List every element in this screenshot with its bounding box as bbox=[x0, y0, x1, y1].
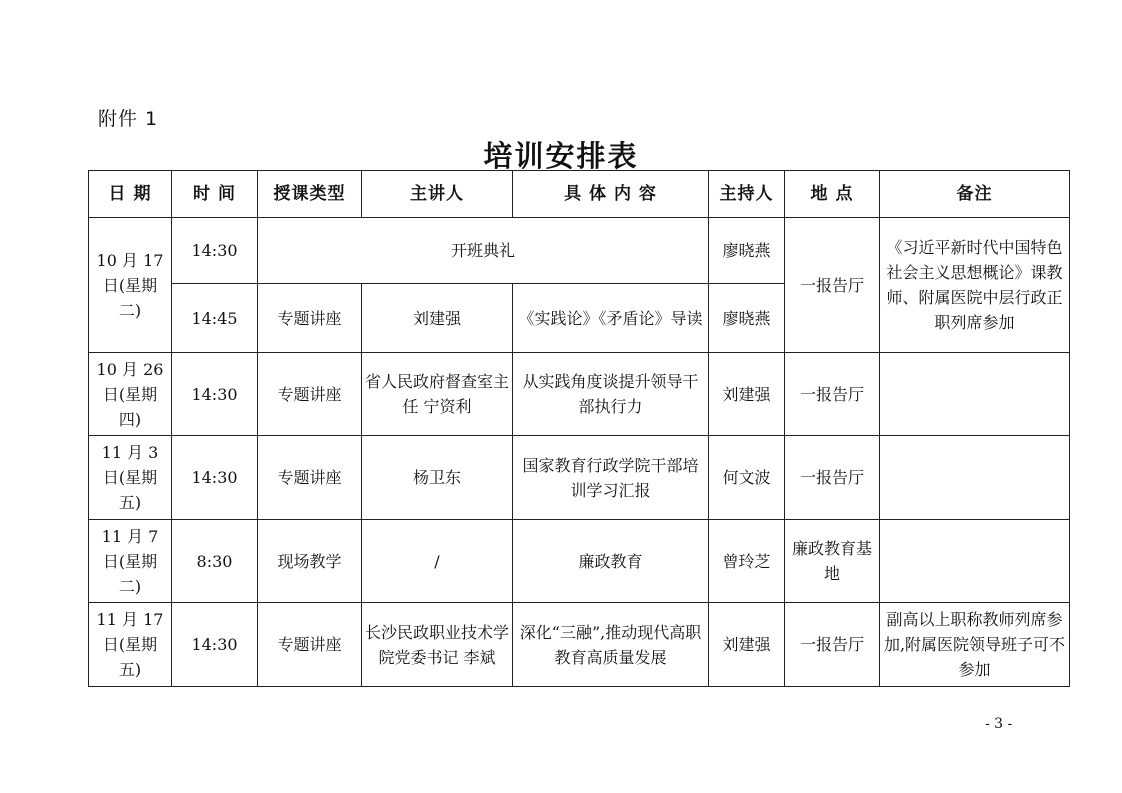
table-row bbox=[89, 603, 1070, 687]
date-cell: 10 月 26 日(星期四) bbox=[89, 353, 172, 436]
content-cell: 深化“三融”,推动现代高职教育高质量发展 bbox=[513, 603, 709, 687]
note-cell: 副高以上职称教师列席参加,附属医院领导班子可不参加 bbox=[880, 603, 1070, 687]
speaker-cell: 省人民政府督查室主任 宁资利 bbox=[362, 353, 513, 436]
time-cell: 14:30 bbox=[172, 436, 258, 520]
date-cell: 11 月 17 日(星期五) bbox=[89, 603, 172, 687]
col-date: 日 期 bbox=[89, 171, 172, 218]
type-cell: 专题讲座 bbox=[258, 436, 362, 520]
col-note: 备注 bbox=[880, 171, 1070, 218]
col-time: 时 间 bbox=[172, 171, 258, 218]
table-row bbox=[89, 353, 1070, 436]
host-cell: 刘建强 bbox=[709, 603, 785, 687]
time-cell: 14:30 bbox=[172, 218, 258, 284]
note-cell: 《习近平新时代中国特色社会主义思想概论》课教师、附属医院中层行政正职列席参加 bbox=[880, 218, 1070, 353]
col-type: 授课类型 bbox=[258, 171, 362, 218]
content-cell: 《实践论》《矛盾论》导读 bbox=[513, 284, 709, 353]
header-row bbox=[89, 171, 1070, 218]
content-cell: 从实践角度谈提升领导干部执行力 bbox=[513, 353, 709, 436]
note-cell bbox=[880, 520, 1070, 603]
page-title: 培训安排表 bbox=[483, 139, 639, 173]
date-cell: 11 月 7 日(星期二) bbox=[89, 520, 172, 603]
note-cell bbox=[880, 353, 1070, 436]
page-number: - 3 - bbox=[985, 716, 1013, 732]
attachment-label: 附件 1 bbox=[98, 108, 159, 130]
location-cell: 一报告厅 bbox=[785, 353, 880, 436]
note-cell bbox=[880, 436, 1070, 520]
schedule-table bbox=[88, 170, 1070, 687]
host-cell: 廖晓燕 bbox=[709, 284, 785, 353]
time-cell: 14:45 bbox=[172, 284, 258, 353]
host-cell: 廖晓燕 bbox=[709, 218, 785, 284]
speaker-cell: 杨卫东 bbox=[362, 436, 513, 520]
location-cell: 廉政教育基地 bbox=[785, 520, 880, 603]
location-cell: 一报告厅 bbox=[785, 603, 880, 687]
content-cell: 廉政教育 bbox=[513, 520, 709, 603]
type-cell: 专题讲座 bbox=[258, 284, 362, 353]
content-cell: 国家教育行政学院干部培训学习汇报 bbox=[513, 436, 709, 520]
col-content: 具 体 内 容 bbox=[513, 171, 709, 218]
content-cell: 开班典礼 bbox=[258, 218, 709, 284]
table-row bbox=[89, 520, 1070, 603]
time-cell: 8:30 bbox=[172, 520, 258, 603]
speaker-cell: / bbox=[362, 520, 513, 603]
time-cell: 14:30 bbox=[172, 353, 258, 436]
location-cell: 一报告厅 bbox=[785, 436, 880, 520]
host-cell: 何文波 bbox=[709, 436, 785, 520]
col-location: 地 点 bbox=[785, 171, 880, 218]
table-row bbox=[89, 218, 1070, 284]
type-cell: 专题讲座 bbox=[258, 353, 362, 436]
col-host: 主持人 bbox=[709, 171, 785, 218]
table-row bbox=[89, 436, 1070, 520]
type-cell: 现场教学 bbox=[258, 520, 362, 603]
location-cell: 一报告厅 bbox=[785, 218, 880, 353]
date-cell: 10 月 17 日(星期二) bbox=[89, 218, 172, 353]
date-cell: 11 月 3 日(星期五) bbox=[89, 436, 172, 520]
speaker-cell: 长沙民政职业技术学院党委书记 李斌 bbox=[362, 603, 513, 687]
speaker-cell: 刘建强 bbox=[362, 284, 513, 353]
col-speaker: 主讲人 bbox=[362, 171, 513, 218]
host-cell: 刘建强 bbox=[709, 353, 785, 436]
time-cell: 14:30 bbox=[172, 603, 258, 687]
host-cell: 曾玲芝 bbox=[709, 520, 785, 603]
type-cell: 专题讲座 bbox=[258, 603, 362, 687]
